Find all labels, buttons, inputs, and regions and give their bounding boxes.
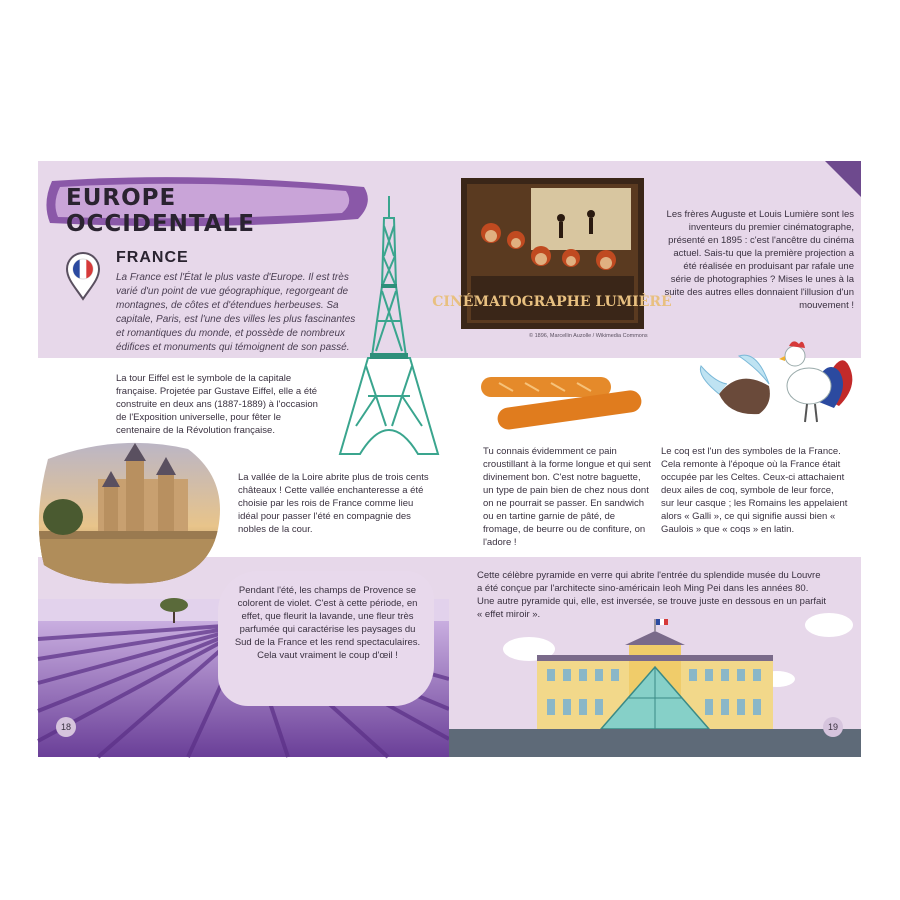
- baguette-text: Tu connais évidemment ce pain croustillant à la forme longue et qui sent divinement bon. C'est notre baguette, un type de pain bien de chez nous dont on ne pourrait se passer. En sandwich ou en tartine garnie de pâté, de fromage, de beurre ou de confiture, on l'adore !: [483, 446, 651, 548]
- page-title: EUROPE OCCIDENTALE: [66, 185, 255, 237]
- louvre-illustration: [449, 607, 861, 757]
- cinema-text: Les frères Auguste et Louis Lumière sont les inventeurs du premier cinématographe, présenté en 1895 : c'est l'ancêtre du cinéma actuel. Sais-tu que la première projection a été réalisée en produisant par rafale une série de photographies ? Mises le unes à la suite des autres elles donnaient l'illusion d'un mouvement !: [664, 209, 854, 311]
- country-heading: FRANCE: [116, 249, 189, 266]
- photo-credit: © 1896, Marcellin Auzolle / Wikimedia Commons: [529, 333, 648, 339]
- castle-photo: [38, 439, 223, 585]
- cinematographe-poster: [432, 178, 672, 329]
- corner-tab: [825, 161, 861, 197]
- location-pin-flag-icon: [65, 251, 101, 301]
- rooster-illustration: [699, 326, 859, 426]
- eiffel-text: La tour Eiffel est le symbole de la capitale française. Projetée par Gustave Eiffel, elle a été construite en deux ans (1887-1889) à l'occasion de l'Exposition universelle, pour fêter le centenaire de la Révolution française.: [116, 373, 318, 436]
- poster-title: CINÉMATOGRAPHE LUMIÈRE: [432, 294, 672, 310]
- page-number-left: 18: [56, 717, 76, 737]
- eiffel-tower-illustration: [338, 196, 440, 458]
- france-intro-text: La France est l'État le plus vaste d'Europe. Il est très varié d'un point de vue géographique, regorgeant de montagnes, de côtes et d'étendues herbeuses. Sa capitale, Paris, est l'une des villes les plus fascinantes et romantiques du monde, et possède de nombreux édifices et monuments qui témoignent de son passé.: [116, 272, 356, 353]
- louvre-text: Cette célèbre pyramide en verre qui abrite l'entrée du splendide musée du Louvre a été conçue par l'architecte sino-américain Ieoh Ming Pei dans les années 80. Une autre pyramide qui, elle, est inversée, se trouve juste en dessous en un parfait « effet miroir ».: [477, 570, 827, 620]
- rooster-text: Le coq est l'un des symboles de la France. Cela remonte à l'époque où la France était occupée par les Celtes. Ceux-ci attachaient deux ailes de coq, symbole de leur force, sur leur casque ; les Romains les appelaient alors « Galli », ce qui signifie aussi bien « Gaulois » que « coqs » en latin.: [661, 446, 848, 535]
- baguette-illustration: [479, 373, 649, 428]
- right-page: [432, 161, 861, 757]
- page-number-right: 19: [823, 717, 843, 737]
- provence-text: Pendant l'été, les champs de Provence se colorent de violet. C'est à cette période, en effet, que fleurit la lavande, une fleur très parfumée qui caractérise les paysages du Sud de la France et les rend spectaculaires. Cela vaut vraiment le coup d'œil !: [234, 585, 421, 661]
- book-spread: [38, 161, 861, 757]
- left-page: [38, 161, 449, 757]
- loire-text: La vallée de la Loire abrite plus de trois cents châteaux ! Cette vallée enchanteresse a été choisie par les rois de France comme lieu idéal pour passer l'été en compagnie des nobles de la cour.: [238, 472, 429, 535]
- title-banner: [46, 173, 366, 237]
